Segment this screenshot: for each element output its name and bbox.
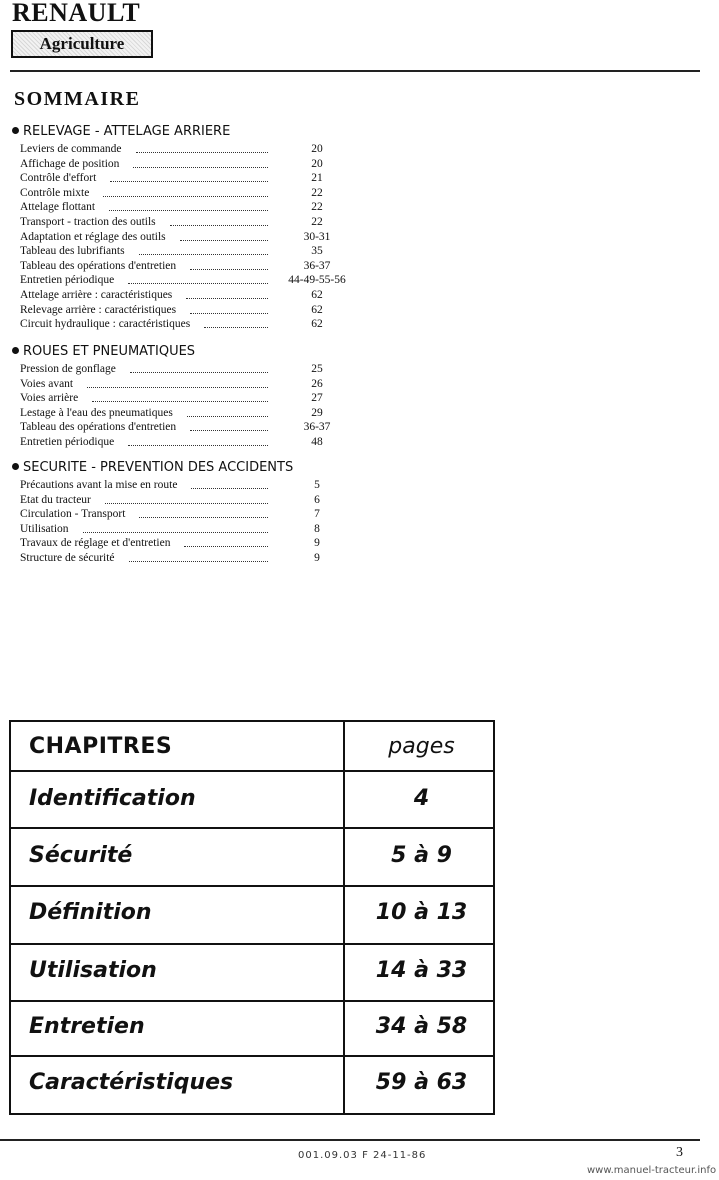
top-rule bbox=[10, 70, 700, 72]
toc-entry-page: 7 bbox=[314, 508, 320, 521]
toc-entry bbox=[12, 406, 352, 421]
toc-entry-page: 9 bbox=[314, 551, 320, 564]
chapter-pages: 10 à 13 bbox=[375, 900, 468, 925]
table-row bbox=[11, 772, 493, 829]
table-header-pages: pages bbox=[388, 734, 455, 759]
table-row bbox=[11, 1057, 493, 1113]
toc-dot-leader bbox=[190, 259, 268, 270]
toc-entry-label: Circulation - Transport bbox=[20, 508, 126, 521]
toc-section-securite bbox=[12, 460, 352, 566]
table-row bbox=[11, 887, 493, 945]
page-title: SOMMAIRE bbox=[14, 88, 141, 110]
toc-entry-label: Circuit hydraulique : caractéristiques bbox=[20, 318, 191, 331]
toc-entry-label: Tableau des lubrifiants bbox=[20, 245, 125, 258]
toc-entry-page: 25 bbox=[311, 363, 323, 375]
toc-entry bbox=[12, 303, 352, 318]
toc-entry-label: Contrôle d'effort bbox=[20, 172, 97, 185]
toc-entry-label: Voies avant bbox=[20, 377, 74, 390]
toc-entry bbox=[12, 273, 352, 288]
toc-dot-leader bbox=[129, 551, 268, 562]
toc-dot-leader bbox=[87, 377, 268, 388]
toc-entry-page: 62 bbox=[311, 288, 323, 301]
chapter-name: Entretien bbox=[29, 1014, 145, 1039]
toc-dot-leader bbox=[187, 406, 268, 417]
bottom-rule bbox=[0, 1139, 700, 1141]
toc-section-roues bbox=[12, 344, 352, 450]
chapter-name: Sécurité bbox=[29, 843, 133, 868]
toc-entry-page: 36-37 bbox=[303, 259, 331, 272]
toc-entry bbox=[12, 186, 352, 201]
toc-entry bbox=[12, 391, 352, 406]
toc-dot-leader bbox=[105, 493, 268, 504]
toc-entry bbox=[12, 435, 352, 450]
toc-entry bbox=[12, 493, 352, 508]
page-number: 3 bbox=[676, 1145, 683, 1160]
toc-entry-page: 27 bbox=[311, 392, 323, 405]
toc-entry-label: Relevage arrière : caractéristiques bbox=[20, 303, 177, 316]
brand-name: RENAULT bbox=[12, 0, 141, 27]
table-row bbox=[11, 1002, 493, 1057]
toc-entry-page: 5 bbox=[314, 479, 320, 491]
toc-entry-page: 20 bbox=[311, 157, 323, 170]
chapter-pages: 14 à 33 bbox=[375, 958, 468, 983]
toc-entry-page: 48 bbox=[311, 435, 323, 448]
toc-entry bbox=[12, 259, 352, 274]
bullet-icon bbox=[12, 347, 19, 354]
toc-entry bbox=[12, 507, 352, 522]
toc-entry-label: Utilisation bbox=[20, 522, 69, 535]
toc-section-title: SECURITE - PREVENTION DES ACCIDENTS bbox=[12, 460, 352, 478]
toc-entry bbox=[12, 522, 352, 537]
toc-entry bbox=[12, 230, 352, 245]
toc-entry bbox=[12, 420, 352, 435]
toc-dot-leader bbox=[109, 200, 268, 211]
toc-entry-page: 44-49-55-56 bbox=[288, 274, 346, 287]
toc-dot-leader bbox=[110, 171, 268, 182]
toc-entry-label: Adaptation et réglage des outils bbox=[20, 230, 166, 243]
toc-entry bbox=[12, 200, 352, 215]
toc-entry bbox=[12, 215, 352, 230]
toc-entry-page: 30-31 bbox=[303, 230, 331, 243]
toc-entry-label: Attelage arrière : caractéristiques bbox=[20, 288, 173, 301]
toc-section-title: RELEVAGE - ATTELAGE ARRIERE bbox=[12, 124, 352, 142]
brand-division: Agriculture bbox=[11, 30, 153, 58]
toc-entry-label: Voies arrière bbox=[20, 392, 79, 405]
toc-entry-page: 62 bbox=[311, 303, 323, 316]
toc-entry-page: 35 bbox=[311, 245, 323, 258]
toc-entry-page: 62 bbox=[311, 318, 323, 331]
toc-dot-leader bbox=[190, 420, 268, 431]
table-header-row bbox=[11, 722, 493, 772]
chapter-pages: 59 à 63 bbox=[375, 1070, 468, 1095]
toc-dot-leader bbox=[128, 273, 268, 284]
table-row bbox=[11, 945, 493, 1002]
toc-dot-leader bbox=[190, 303, 268, 314]
toc-dot-leader bbox=[103, 186, 268, 197]
toc-dot-leader bbox=[191, 478, 268, 489]
document-reference: 001.09.03 F 24-11-86 bbox=[298, 1150, 427, 1161]
toc-dot-leader bbox=[184, 536, 268, 547]
toc-entry-page: 22 bbox=[311, 186, 323, 199]
toc-entry-label: Travaux de réglage et d'entretien bbox=[20, 537, 171, 550]
toc-dot-leader bbox=[186, 288, 268, 299]
chapter-name: Identification bbox=[29, 786, 196, 811]
bullet-icon bbox=[12, 463, 19, 470]
toc-entry bbox=[12, 478, 352, 493]
toc-section-title: ROUES ET PNEUMATIQUES bbox=[12, 344, 352, 362]
toc-entry-label: Leviers de commande bbox=[20, 143, 122, 155]
toc-entry-label: Entretien périodique bbox=[20, 274, 115, 287]
toc-entry-label: Contrôle mixte bbox=[20, 186, 90, 199]
toc-entry-label: Transport - traction des outils bbox=[20, 215, 156, 228]
toc-entry-label: Lestage à l'eau des pneumatiques bbox=[20, 406, 173, 419]
toc-dot-leader bbox=[204, 317, 268, 328]
table-header-chapitres: CHAPITRES bbox=[29, 734, 173, 759]
toc-dot-leader bbox=[139, 507, 268, 518]
chapter-name: Définition bbox=[29, 900, 152, 925]
toc-dot-leader bbox=[83, 522, 268, 533]
toc-entry-label: Tableau des opérations d'entretien bbox=[20, 259, 177, 272]
toc-dot-leader bbox=[139, 244, 268, 255]
toc-entry bbox=[12, 377, 352, 392]
chapter-pages: 5 à 9 bbox=[391, 843, 452, 868]
toc-entry-page: 29 bbox=[311, 406, 323, 419]
toc-entry-label: Etat du tracteur bbox=[20, 493, 91, 506]
toc-dot-leader bbox=[133, 157, 268, 168]
toc-dot-leader bbox=[128, 435, 268, 446]
watermark-url: www.manuel-tracteur.info bbox=[587, 1165, 717, 1176]
toc-dot-leader bbox=[180, 230, 268, 241]
toc-entry bbox=[12, 244, 352, 259]
toc-entry-page: 26 bbox=[311, 377, 323, 390]
toc-dot-leader bbox=[92, 391, 268, 402]
toc-entry-page: 36-37 bbox=[303, 421, 331, 434]
toc-dot-leader bbox=[130, 362, 268, 373]
toc-entry bbox=[12, 288, 352, 303]
toc-entry bbox=[12, 317, 352, 332]
toc-entry bbox=[12, 171, 352, 186]
toc-entry-page: 22 bbox=[311, 215, 323, 228]
toc-entry bbox=[12, 551, 352, 566]
chapter-name: Caractéristiques bbox=[29, 1070, 234, 1095]
toc-entry-label: Affichage de position bbox=[20, 157, 120, 170]
toc-entry-page: 8 bbox=[314, 522, 320, 535]
toc-entry-label: Attelage flottant bbox=[20, 201, 96, 214]
chapter-name: Utilisation bbox=[29, 958, 157, 983]
toc-entry-label: Pression de gonflage bbox=[20, 363, 116, 375]
toc-entry-label: Tableau des opérations d'entretien bbox=[20, 421, 177, 434]
toc-entry bbox=[12, 362, 352, 377]
toc-entry-label: Précautions avant la mise en route bbox=[20, 479, 178, 491]
toc-entry bbox=[12, 142, 352, 157]
toc-entry bbox=[12, 536, 352, 551]
toc-section-relevage bbox=[12, 124, 352, 332]
chapter-pages: 34 à 58 bbox=[375, 1014, 468, 1039]
bullet-icon bbox=[12, 127, 19, 134]
toc-entry-page: 21 bbox=[311, 172, 323, 185]
toc-entry-page: 6 bbox=[314, 493, 320, 506]
toc-entry-label: Structure de sécurité bbox=[20, 551, 115, 564]
toc-dot-leader bbox=[170, 215, 268, 226]
toc-dot-leader bbox=[136, 142, 268, 153]
chapters-table bbox=[9, 720, 495, 1115]
toc-entry-page: 22 bbox=[311, 201, 323, 214]
chapter-pages: 4 bbox=[413, 786, 430, 811]
toc-entry-label: Entretien périodique bbox=[20, 435, 115, 448]
toc-entry-page: 9 bbox=[314, 537, 320, 550]
table-row bbox=[11, 829, 493, 887]
toc-entry-page: 20 bbox=[311, 143, 323, 155]
toc-entry bbox=[12, 157, 352, 172]
